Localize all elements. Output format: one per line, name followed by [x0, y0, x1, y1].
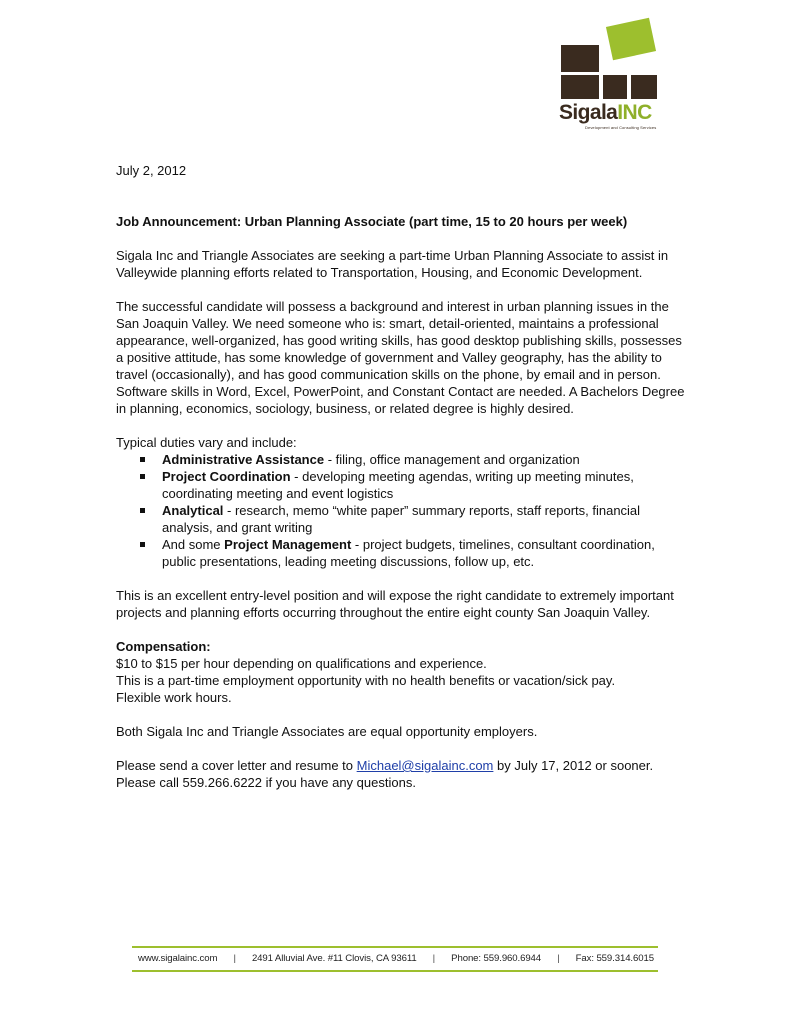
bullet-square-icon	[140, 474, 145, 479]
letterhead-footer	[132, 946, 658, 972]
duty-description: - developing meeting agendas, writing up meeting minutes, coordinating meeting and event logistics	[162, 469, 634, 501]
logo-word-sigala: Sigala	[559, 101, 618, 124]
footer-rule-bottom	[132, 970, 658, 972]
duty-item	[116, 451, 686, 468]
bullet-square-icon	[140, 508, 145, 513]
compensation-section	[116, 638, 686, 706]
duty-item	[116, 468, 686, 502]
compensation-rate: $10 to $15 per hour depending on qualifications and experience.	[116, 656, 487, 671]
duty-description: - project budgets, timelines, consultant coordination, public presentations, leading meeting discussions, follow up, etc.	[162, 537, 655, 569]
footer-address: 2491 Alluvial Ave. #11 Clovis, CA 93611	[251, 953, 417, 964]
footer-website: www.sigalainc.com	[138, 953, 218, 964]
duty-title: Analytical	[162, 503, 224, 518]
position-paragraph: This is an excellent entry-level position and will expose the right candidate to extremely important projects and planning efforts occurring throughout the entire eight county San Joaquin Valley.	[116, 588, 674, 620]
footer-separator: |	[557, 953, 560, 964]
logo-word-inc: INC	[617, 101, 652, 124]
compensation-heading: Compensation:	[116, 639, 211, 654]
duty-title: Project Coordination	[162, 469, 291, 484]
logo-square-green	[606, 18, 656, 60]
contact-text-after: by July 17, 2012 or sooner. Please call 559.266.6222 if you have any questions.	[116, 758, 654, 790]
candidate-paragraph: The successful candidate will possess a background and interest in urban planning issues in the San Joaquin Valley. We need someone who is: smart, detail-oriented, maintains a professional appearance, well-organized, has good writing skills, has good desktop publishing skills, possesses a positive attitude, has some knowledge of government and Valley geography, has the ability to travel (occasionally), and has good communication skills on the phone, by email and in person. Software skills in Word, Excel, PowerPoint, and Constant Contact are needed. A Bachelors Degree in planning, economics, sociology, business, or related degree is highly desired.	[116, 299, 685, 416]
compensation-benefits: This is a part-time employment opportunity with no health benefits or vacation/sick pay.	[116, 673, 616, 688]
equal-opportunity-statement: Both Sigala Inc and Triangle Associates are equal opportunity employers.	[116, 724, 538, 739]
footer-fax: Fax: 559.314.6015	[575, 953, 654, 964]
logo-wordmark	[559, 102, 652, 124]
logo-square-top-left	[561, 45, 599, 72]
duty-prefix: And some	[162, 537, 225, 552]
duty-title: Administrative Assistance	[162, 452, 325, 467]
letter-body	[116, 162, 686, 808]
company-logo	[555, 22, 661, 132]
duties-intro: Typical duties vary and include:	[116, 435, 297, 450]
compensation-hours: Flexible work hours.	[116, 690, 232, 705]
intro-paragraph: Sigala Inc and Triangle Associates are seeking a part-time Urban Planning Associate to assist in Valleywide planning efforts related to Transportation, Housing, and Economic Development.	[116, 248, 669, 280]
bullet-square-icon	[140, 542, 145, 547]
footer-separator: |	[233, 953, 236, 964]
footer-separator: |	[432, 953, 436, 964]
logo-square-bottom-right	[631, 75, 657, 99]
footer-rule-top	[132, 946, 658, 948]
contact-text-before: Please send a cover letter and resume to	[116, 758, 357, 773]
footer-phone: Phone: 559.960.6944	[451, 953, 542, 964]
footer-contact-row	[132, 952, 658, 965]
logo-square-bottom-left	[561, 75, 599, 99]
email-link[interactable]: Michael@sigalainc.com	[356, 758, 494, 773]
bullet-square-icon	[140, 457, 145, 462]
duty-item	[116, 502, 686, 536]
duty-description: - research, memo “white paper” summary reports, staff reports, financial analysis, and grant writing	[162, 503, 641, 535]
logo-tagline: Development and Consulting Services	[585, 125, 657, 130]
letter-date: July 2, 2012	[116, 163, 187, 178]
job-headline: Job Announcement: Urban Planning Associate (part time, 15 to 20 hours per week)	[116, 214, 628, 229]
contact-paragraph	[116, 757, 686, 791]
logo-square-bottom-middle	[603, 75, 627, 99]
duty-description: - filing, office management and organization	[324, 452, 580, 467]
duties-list	[116, 451, 686, 570]
duty-title: Project Management	[224, 537, 352, 552]
duty-item	[116, 536, 686, 570]
